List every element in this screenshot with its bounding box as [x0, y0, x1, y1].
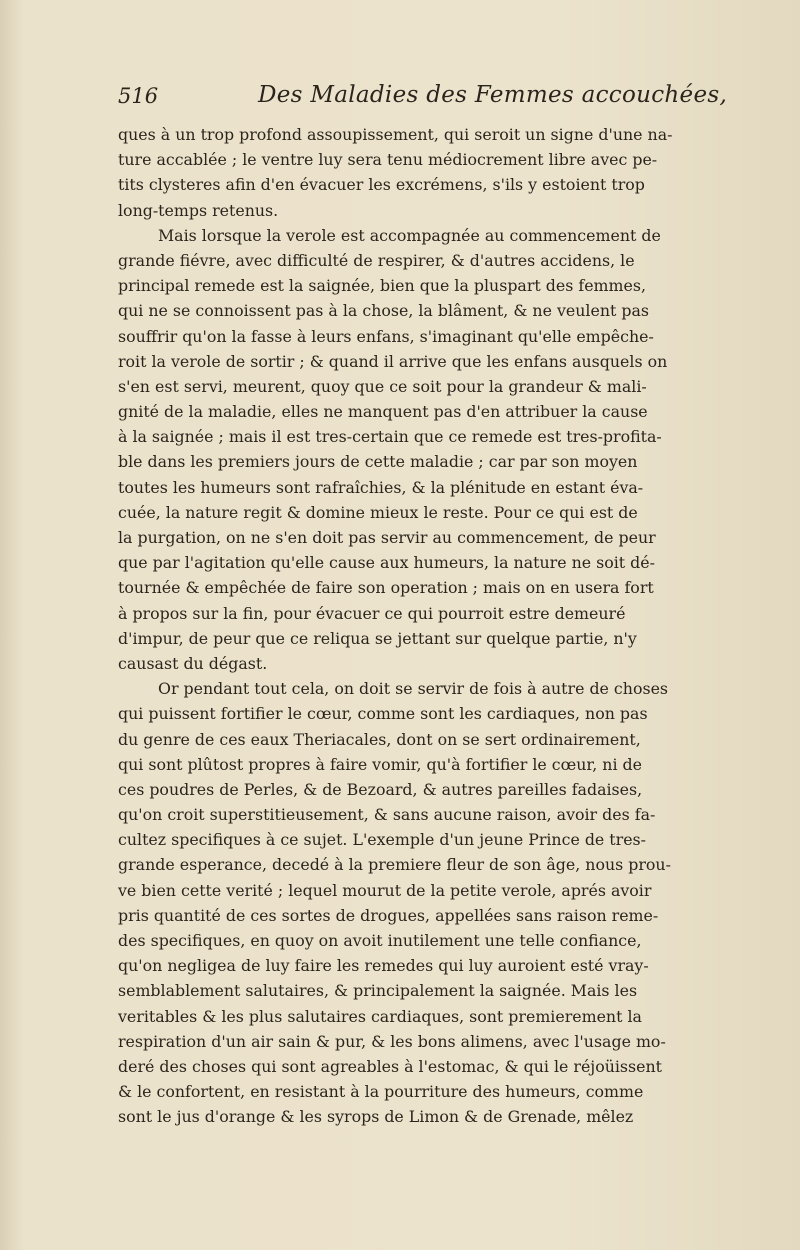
text-line: grande fiévre, avec difficulté de respirer, & d'autres accidens, le — [118, 250, 635, 270]
paragraph-start-line: Or pendant tout cela, on doit se servir de fois à autre de choses — [158, 679, 669, 699]
text-line: à la saignée ; mais il est tres-certain que ce remede est tres-profita- — [118, 427, 662, 447]
text-line: semblablement salutaires, & principalement la saignée. Mais les — [118, 981, 638, 1001]
text-line: grande esperance, decedé à la premiere fleur de son âge, nous prou- — [118, 855, 671, 875]
text-line: qui puissent fortifier le cœur, comme sont les cardiaques, non pas — [118, 704, 648, 724]
text-line: & le confortent, en resistant à la pourriture des humeurs, comme — [118, 1082, 644, 1102]
text-line: ques à un trop profond assoupissement, qui seroit un signe d'une na- — [118, 125, 673, 144]
text-line: qui ne se connoissent pas à la chose, la blâment, & ne veulent pas — [118, 301, 649, 321]
text-line: ve bien cette verité ; lequel mourut de la petite verole, aprés avoir — [118, 880, 652, 900]
body-text — [118, 122, 758, 1130]
text-line: ces poudres de Perles, & de Bezoard, & autres pareilles fadaises, — [118, 779, 643, 799]
text-line: ble dans les premiers jours de cette maladie ; car par son moyen — [118, 452, 638, 472]
text-line: respiration d'un air sain & pur, & les bons alimens, avec l'usage mo- — [118, 1031, 666, 1051]
text-line: principal remede est la saignée, bien que la pluspart des femmes, — [118, 276, 646, 296]
text-line: qu'on negligea de luy faire les remedes qui luy auroient esté vray- — [118, 956, 649, 976]
text-line: causast du dégast. — [118, 653, 268, 673]
text-line: deré des choses qui sont agreables à l'estomac, & qui le réjoüissent — [118, 1056, 663, 1076]
text-line: ture accablée ; le ventre luy sera tenu médiocrement libre avec pe- — [118, 150, 658, 170]
text-line: cuée, la nature regit & domine mieux le reste. Pour ce qui est de — [118, 502, 638, 522]
text-line: veritables & les plus salutaires cardiaques, sont premierement la — [118, 1006, 642, 1026]
text-line: cultez specifiques à ce sujet. L'exemple d'un jeune Prince de tres- — [118, 830, 646, 850]
text-line: souffrir qu'on la fasse à leurs enfans, s'imaginant qu'elle empêche- — [118, 326, 654, 346]
text-line: toutes les humeurs sont rafraîchies, & la plénitude en estant éva- — [118, 477, 644, 497]
text-line: du genre de ces eaux Theriacales, dont on se sert ordinairement, — [118, 729, 641, 749]
text-line: tits clysteres afin d'en évacuer les excrémens, s'ils y estoient trop — [118, 175, 645, 195]
text-line: roit la verole de sortir ; & quand il arrive que les enfans ausquels on — [118, 351, 668, 371]
text-line: gnité de la maladie, elles ne manquent pas d'en attribuer la cause — [118, 402, 648, 422]
text-line: que par l'agitation qu'elle cause aux humeurs, la nature ne soit dé- — [118, 553, 655, 573]
text-line: la purgation, on ne s'en doit pas servir au commencement, de peur — [118, 528, 656, 547]
text-line: sont le jus d'orange & les syrops de Limon & de Grenade, mêlez — [118, 1107, 634, 1127]
text-line: d'impur, de peur que ce reliqua se jettant sur quelque partie, n'y — [118, 628, 637, 648]
text-line: des specifiques, en quoy on avoit inutilement une telle confiance, — [118, 931, 642, 950]
running-title: Des Maladies des Femmes accouchées, — [258, 82, 728, 108]
page-number: 516 — [118, 84, 159, 108]
text-line: à propos sur la fin, pour évacuer ce qui pourroit estre demeuré — [118, 603, 626, 623]
text-line: s'en est servi, meurent, quoy que ce soit pour la grandeur & mali- — [118, 376, 647, 396]
page-header — [118, 78, 728, 118]
text-line: qu'on croit superstitieusement, & sans aucune raison, avoir des fa- — [118, 805, 656, 825]
text-line: long-temps retenus. — [118, 200, 279, 220]
text-line: qui sont plûtost propres à faire vomir, qu'à fortifier le cœur, ni de — [118, 754, 642, 774]
paragraph-start-line: Mais lorsque la verole est accompagnée au commencement de — [158, 225, 661, 245]
text-line: tournée & empêchée de faire son operation ; mais on en usera fort — [118, 578, 654, 598]
text-line: pris quantité de ces sortes de drogues, appellées sans raison reme- — [118, 905, 659, 925]
